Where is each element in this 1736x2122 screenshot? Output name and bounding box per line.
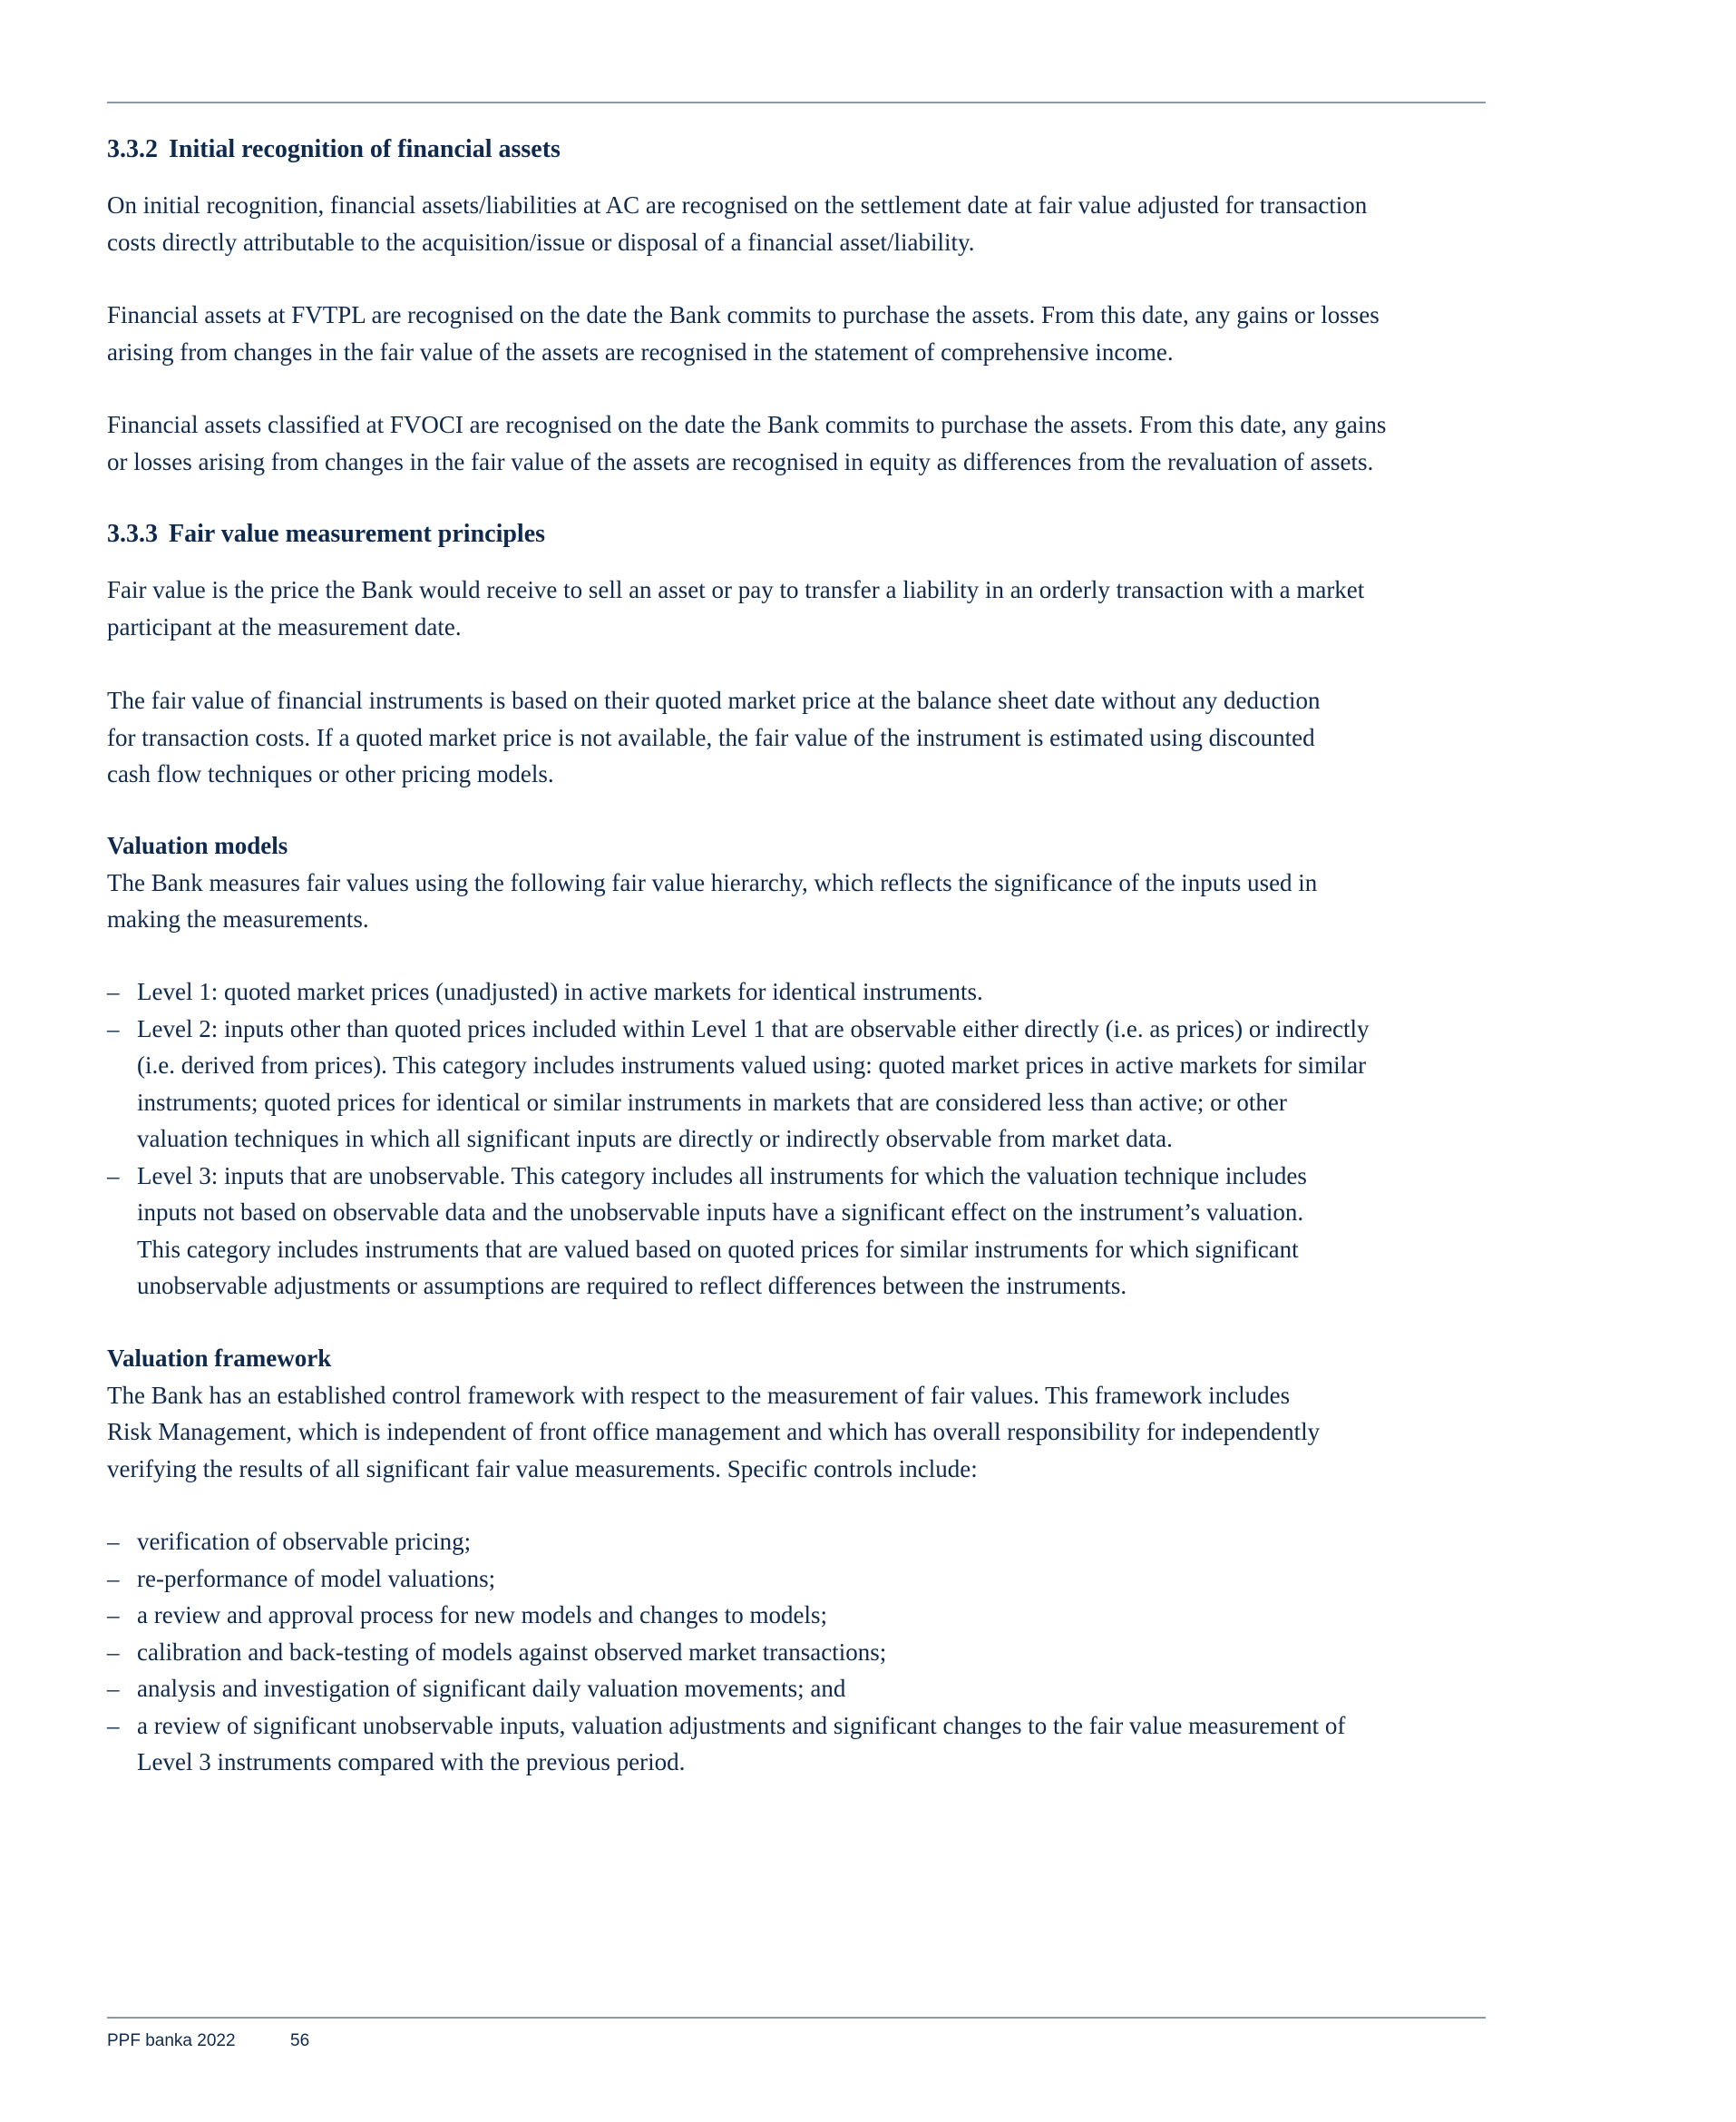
text-line: a review and approval process for new models and changes to models; [137, 1601, 828, 1628]
list-item-level-3 [107, 1158, 1495, 1305]
text-line: a review of significant unobservable inputs, valuation adjustments and significant changes to the fair value measurement of [137, 1711, 1346, 1739]
paragraph-fvtpl [107, 297, 1495, 370]
dash-bullet-icon: – [107, 1528, 120, 1555]
text-line: (i.e. derived from prices). This category includes instruments valued using: quoted market prices in active markets for similar [137, 1051, 1367, 1079]
footer-divider [107, 2017, 1486, 2019]
text-line: Risk Management, which is independent of front office management and which has overall responsibility for independently [107, 1418, 1321, 1445]
dash-bullet-icon: – [107, 1014, 120, 1042]
list-item-control [107, 1597, 1495, 1634]
dash-bullet-icon: – [107, 1564, 120, 1592]
text-line: arising from changes in the fair value of the assets are recognised in the statement of comprehensive income. [107, 337, 1174, 366]
paragraph-fair-value-basis [107, 682, 1495, 793]
text-line: calibration and back-testing of models against observed market transactions; [137, 1638, 887, 1666]
header-divider [107, 102, 1486, 103]
section-heading-3-3-3 [107, 516, 1495, 553]
list-item-control [107, 1670, 1495, 1707]
section-number: 3.3.3 [107, 520, 158, 548]
text-line: participant at the measurement date. [107, 612, 462, 641]
text-line: Level 3: inputs that are unobservable. This category includes all instruments for which the valuation technique includes [137, 1161, 1307, 1189]
text-line: analysis and investigation of significant daily valuation movements; and [137, 1675, 846, 1702]
text-line: Level 1: quoted market prices (unadjusted) in active markets for identical instruments. [137, 978, 983, 1005]
text-line: The Bank has an established control framework with respect to the measurement of fair values. This framework includes [107, 1381, 1291, 1409]
text-line: valuation techniques in which all significant inputs are directly or indirectly observable from market data. [137, 1125, 1173, 1152]
text-line: cash flow techniques or other pricing models. [107, 760, 554, 787]
list-item-control [107, 1560, 1495, 1598]
section-title: Fair value measurement principles [169, 520, 546, 548]
list-item-level-2 [107, 1011, 1495, 1158]
dash-bullet-icon: – [107, 1638, 120, 1666]
text-line: The Bank measures fair values using the following fair value hierarchy, which reflects the significance of the inputs used in [107, 868, 1318, 896]
dash-bullet-icon: – [107, 1675, 120, 1702]
valuation-framework-block [107, 1340, 1495, 1487]
text-line: unobservable adjustments or assumptions are required to reflect differences between the instruments. [137, 1272, 1127, 1299]
text-line: This category includes instruments that are valued based on quoted prices for similar instruments for which significant [137, 1235, 1299, 1263]
dash-bullet-icon: – [107, 978, 120, 1005]
text-line: for transaction costs. If a quoted market price is not available, the fair value of the instrument is estimated using discounted [107, 723, 1315, 751]
paragraph-fair-value-definition [107, 572, 1495, 645]
paragraph-fvoci [107, 406, 1495, 480]
controls-list [107, 1523, 1495, 1781]
list-item-control [107, 1523, 1495, 1560]
text-line: The fair value of financial instruments is based on their quoted market price at the balance sheet date without any deduction [107, 687, 1321, 714]
text-line: verification of observable pricing; [137, 1528, 472, 1555]
text-line: making the measurements. [107, 905, 369, 933]
subheading-valuation-framework: Valuation framework [107, 1345, 332, 1372]
section-title: Initial recognition of financial assets [169, 135, 561, 163]
subheading-valuation-models: Valuation models [107, 832, 288, 859]
text-line: On initial recognition, financial assets/liabilities at AC are recognised on the settlement date at fair value adjusted for transaction [107, 191, 1368, 219]
text-line: inputs not based on observable data and the unobservable inputs have a significant effect on the instrument’s valuation. [137, 1198, 1304, 1226]
list-item-control [107, 1707, 1495, 1781]
list-item-control [107, 1634, 1495, 1671]
text-line: Fair value is the price the Bank would receive to sell an asset or pay to transfer a liability in an orderly transaction with a market [107, 576, 1365, 603]
text-line: or losses arising from changes in the fair value of the assets are recognised in equity as differences from the revaluation of assets. [107, 447, 1374, 475]
fair-value-hierarchy-list [107, 973, 1495, 1305]
text-line: costs directly attributable to the acquisition/issue or disposal of a financial asset/liability. [107, 228, 975, 256]
page-number: 56 [290, 2031, 310, 2050]
text-line: instruments; quoted prices for identical or similar instruments in markets that are considered less than active; or other [137, 1088, 1287, 1116]
text-line: Level 3 instruments compared with the previous period. [137, 1748, 686, 1775]
valuation-models-block [107, 827, 1495, 938]
section-heading-3-3-2 [107, 132, 1495, 168]
paragraph-initial-recognition [107, 187, 1495, 260]
footer-publication: PPF banka 2022 [107, 2031, 236, 2050]
text-line: Financial assets at FVTPL are recognised on the date the Bank commits to purchase the assets. From this date, any gains or losses [107, 301, 1380, 328]
text-line: Level 2: inputs other than quoted prices included within Level 1 that are observable either directly (i.e. as prices) or indirectly [137, 1014, 1370, 1042]
text-line: re-performance of model valuations; [137, 1564, 496, 1592]
dash-bullet-icon: – [107, 1601, 120, 1628]
dash-bullet-icon: – [107, 1711, 120, 1739]
text-line: Financial assets classified at FVOCI are recognised on the date the Bank commits to purchase the assets. From this date, any gains [107, 411, 1387, 438]
text-line: verifying the results of all significant fair value measurements. Specific controls include: [107, 1454, 978, 1482]
dash-bullet-icon: – [107, 1161, 120, 1189]
list-item-level-1 [107, 973, 1495, 1011]
section-number: 3.3.2 [107, 135, 158, 163]
